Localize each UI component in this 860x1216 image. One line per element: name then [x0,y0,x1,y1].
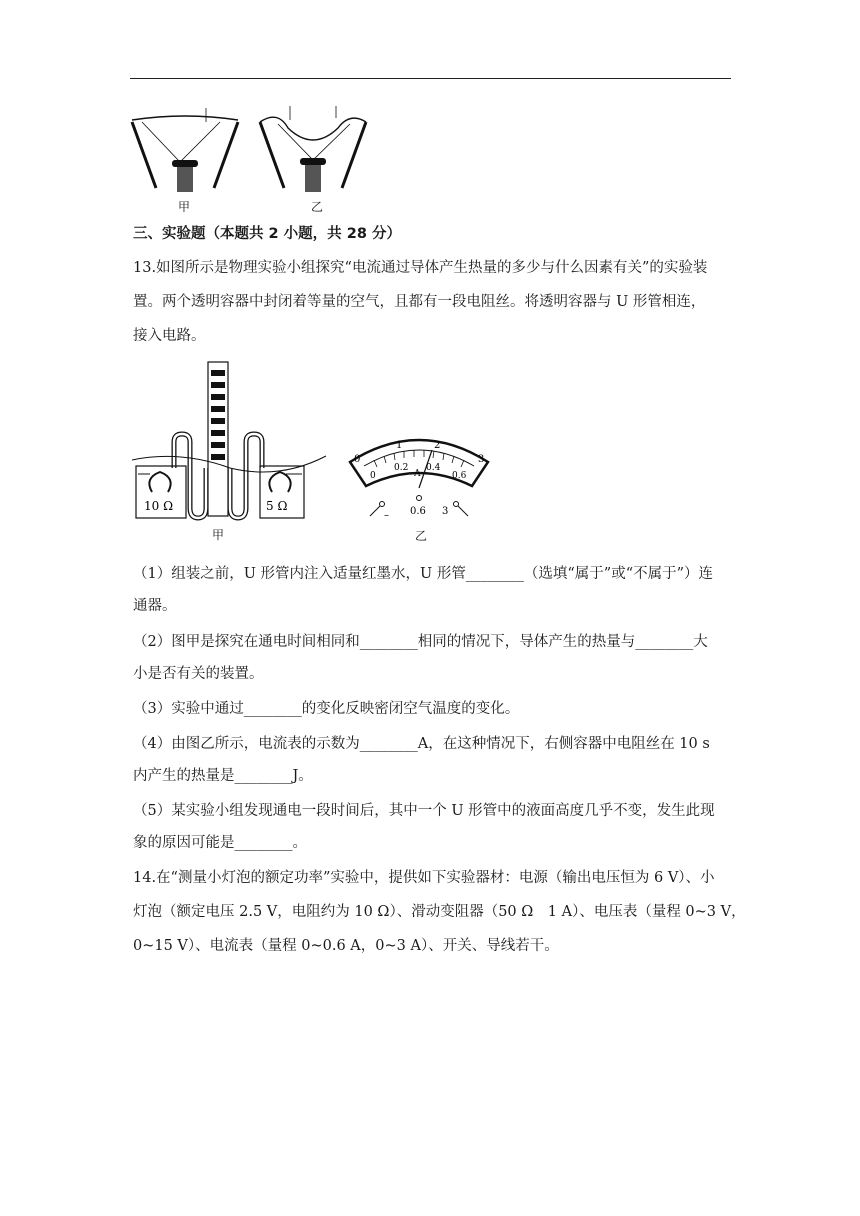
header-rule [130,78,731,79]
q13-stem-line1: 13.如图所示是物理实验小组探究“电流通过导体产生热量的多少与什么因素有关”的实验装 [133,260,708,276]
fig2-label-yi: 乙 [415,529,428,543]
figure-1 [128,104,378,192]
left-resistor-label: 10 Ω [144,499,174,513]
q14-line3: 0~15 V）、电流表（量程 0~0.6 A，0~3 A）、开关、导线若干。 [133,938,559,954]
q13-stem-line3: 接入电路。 [133,328,206,344]
terminal-0-6: 0.6 [410,506,426,517]
meter-bottom-tick-1: 0.2 [394,463,409,473]
terminal-negative: – [384,510,389,521]
q13-sub4-line2: 内产生的热量是________J。 [133,768,313,784]
meter-bottom-tick-3: 0.6 [452,471,467,481]
q13-sub2-line2: 小是否有关的装置。 [133,666,264,682]
q14-line1: 14.在“测量小灯泡的额定功率”实验中，提供如下实验器材：电源（输出电压恒为 6 V）、小 [133,870,715,886]
figure-2-apparatus [130,360,330,525]
q14-line2: 灯泡（额定电压 2.5 V，电阻约为 10 Ω）、滑动变阻器（50 Ω 1 A）、电压表（量程 0~3 V， [133,904,746,920]
meter-unit: A [414,469,421,479]
fig1-label-yi: 乙 [311,200,324,214]
q13-sub3: （3）实验中通过________的变化反映密闭空气温度的变化。 [133,701,520,717]
q13-sub5-line2: 象的原因可能是________。 [133,835,307,851]
meter-top-tick-1: 1 [396,440,403,451]
meter-top-tick-3: 3 [478,454,485,465]
q13-sub2-line1: （2）图甲是探究在通电时间相同和________相同的情况下，导体产生的热量与________大 [133,634,708,650]
ammeter-figure [344,422,494,522]
meter-top-tick-2: 2 [434,440,441,451]
section-title: 三、实验题（本题共 2 小题，共 28 分） [133,226,401,242]
q13-sub1-line2: 通器。 [133,598,177,614]
fig2-label-jia: 甲 [212,528,225,542]
q13-sub1-line1: （1）组装之前，U 形管内注入适量红墨水，U 形管________（选填“属于”或“不属于”）连 [133,566,714,582]
q13-stem-line2: 置。两个透明容器中封闭着等量的空气，且都有一段电阻丝。将透明容器与 U 形管相连， [133,294,706,310]
fig1-label-jia: 甲 [178,200,191,214]
q13-sub5-line1: （5）某实验小组发现通电一段时间后，其中一个 U 形管中的液面高度几乎不变，发生此现 [133,803,715,819]
meter-top-tick-0: 0 [354,454,361,465]
meter-bottom-tick-0: 0 [370,471,376,481]
meter-bottom-tick-2: 0.4 [426,463,441,473]
right-resistor-label: 5 Ω [266,499,288,513]
terminal-3: 3 [442,506,449,517]
q13-sub4-line1: （4）由图乙所示，电流表的示数为________A，在这种情况下，右侧容器中电阻丝在 10 s [133,736,710,752]
